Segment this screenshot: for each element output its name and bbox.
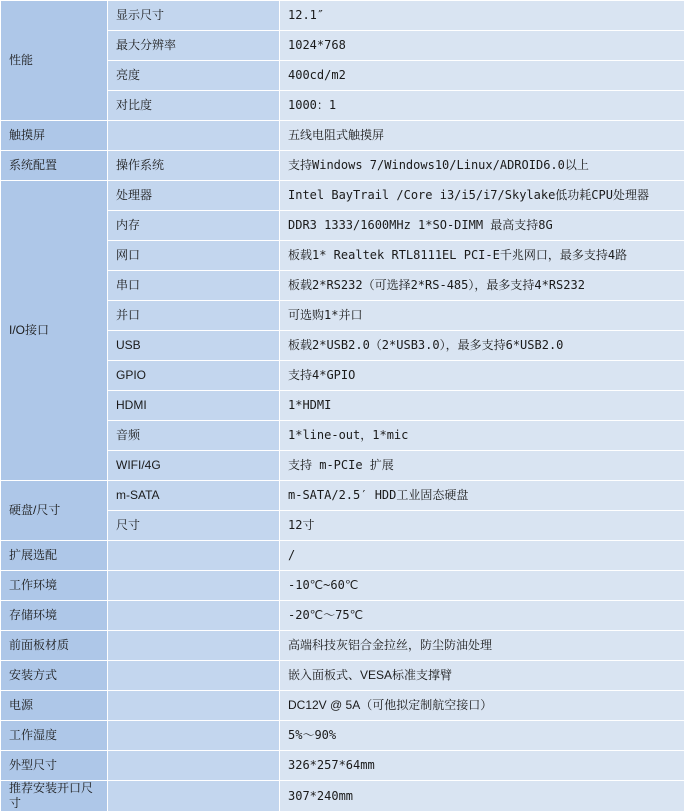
- value-cell: 1000：1: [280, 91, 685, 121]
- category-cell: 安装方式: [1, 661, 108, 691]
- value-cell: 高端科技灰铝合金拉丝，防尘防油处理: [280, 631, 685, 661]
- value-cell: 12.1″: [280, 1, 685, 31]
- category-cell: I/O接口: [1, 181, 108, 481]
- subcategory-cell: m-SATA: [108, 481, 280, 511]
- value-cell: 板载1* Realtek RTL8111EL PCI-E千兆网口，最多支持4路: [280, 241, 685, 271]
- value-cell: 支持Windows 7/Windows10/Linux/ADROID6.0以上: [280, 151, 685, 181]
- value-cell: 五线电阻式触摸屏: [280, 121, 685, 151]
- subcategory-cell: GPIO: [108, 361, 280, 391]
- value-cell: DDR3 1333/1600MHz 1*SO-DIMM 最高支持8G: [280, 211, 685, 241]
- value-cell: 板载2*RS232（可选择2*RS-485），最多支持4*RS232: [280, 271, 685, 301]
- category-cell: 工作湿度: [1, 721, 108, 751]
- value-cell: 1*line-out，1*mic: [280, 421, 685, 451]
- subcategory-cell: 处理器: [108, 181, 280, 211]
- subcategory-cell: [108, 601, 280, 631]
- value-cell: 板载2*USB2.0（2*USB3.0），最多支持6*USB2.0: [280, 331, 685, 361]
- value-cell: Intel BayTrail /Core i3/i5/i7/Skylake低功耗CPU处理器: [280, 181, 685, 211]
- subcategory-cell: 最大分辨率: [108, 31, 280, 61]
- subcategory-cell: 亮度: [108, 61, 280, 91]
- subcategory-cell: 操作系统: [108, 151, 280, 181]
- subcategory-cell: 音频: [108, 421, 280, 451]
- value-cell: 307*240mm: [280, 781, 685, 812]
- subcategory-cell: 显示尺寸: [108, 1, 280, 31]
- category-cell: 推荐安装开口尺寸: [1, 781, 108, 812]
- category-cell: 前面板材质: [1, 631, 108, 661]
- value-cell: m-SATA/2.5′ HDD工业固态硬盘: [280, 481, 685, 511]
- subcategory-cell: 网口: [108, 241, 280, 271]
- value-cell: 400cd/m2: [280, 61, 685, 91]
- value-cell: -10℃~60℃: [280, 571, 685, 601]
- table-row: [1, 691, 685, 721]
- value-cell: /: [280, 541, 685, 571]
- table-row: [1, 601, 685, 631]
- value-cell: 1*HDMI: [280, 391, 685, 421]
- value-cell: 326*257*64mm: [280, 751, 685, 781]
- value-cell: 1024*768: [280, 31, 685, 61]
- category-cell: 性能: [1, 1, 108, 121]
- value-cell: DC12V @ 5A（可他拟定制航空接口）: [280, 691, 685, 721]
- subcategory-cell: USB: [108, 331, 280, 361]
- value-cell: 嵌入面板式、VESA标准支撑臂: [280, 661, 685, 691]
- subcategory-cell: [108, 781, 280, 812]
- subcategory-cell: 串口: [108, 271, 280, 301]
- subcategory-cell: [108, 751, 280, 781]
- category-cell: 外型尺寸: [1, 751, 108, 781]
- specification-table-body: [1, 1, 685, 812]
- value-cell: 5%～90%: [280, 721, 685, 751]
- table-row: [1, 781, 685, 812]
- subcategory-cell: 并口: [108, 301, 280, 331]
- subcategory-cell: 尺寸: [108, 511, 280, 541]
- category-cell: 触摸屏: [1, 121, 108, 151]
- value-cell: 12寸: [280, 511, 685, 541]
- table-row: [1, 721, 685, 751]
- table-row: [1, 181, 685, 211]
- subcategory-cell: [108, 721, 280, 751]
- subcategory-cell: WIFI/4G: [108, 451, 280, 481]
- table-row: [1, 541, 685, 571]
- category-cell: 扩展选配: [1, 541, 108, 571]
- value-cell: 可选购1*并口: [280, 301, 685, 331]
- subcategory-cell: 内存: [108, 211, 280, 241]
- category-cell: 工作环境: [1, 571, 108, 601]
- table-row: [1, 121, 685, 151]
- table-row: [1, 751, 685, 781]
- subcategory-cell: [108, 631, 280, 661]
- value-cell: 支持 m-PCIe 扩展: [280, 451, 685, 481]
- category-cell: 硬盘/尺寸: [1, 481, 108, 541]
- subcategory-cell: HDMI: [108, 391, 280, 421]
- table-row: [1, 661, 685, 691]
- category-cell: 存储环境: [1, 601, 108, 631]
- table-row: [1, 481, 685, 511]
- table-row: [1, 571, 685, 601]
- table-row: [1, 1, 685, 31]
- subcategory-cell: 对比度: [108, 91, 280, 121]
- table-row: [1, 151, 685, 181]
- table-row: [1, 631, 685, 661]
- category-cell: 系统配置: [1, 151, 108, 181]
- subcategory-cell: [108, 691, 280, 721]
- value-cell: 支持4*GPIO: [280, 361, 685, 391]
- subcategory-cell: [108, 661, 280, 691]
- subcategory-cell: [108, 571, 280, 601]
- category-cell: 电源: [1, 691, 108, 721]
- subcategory-cell: [108, 541, 280, 571]
- subcategory-cell: [108, 121, 280, 151]
- value-cell: -20℃～75℃: [280, 601, 685, 631]
